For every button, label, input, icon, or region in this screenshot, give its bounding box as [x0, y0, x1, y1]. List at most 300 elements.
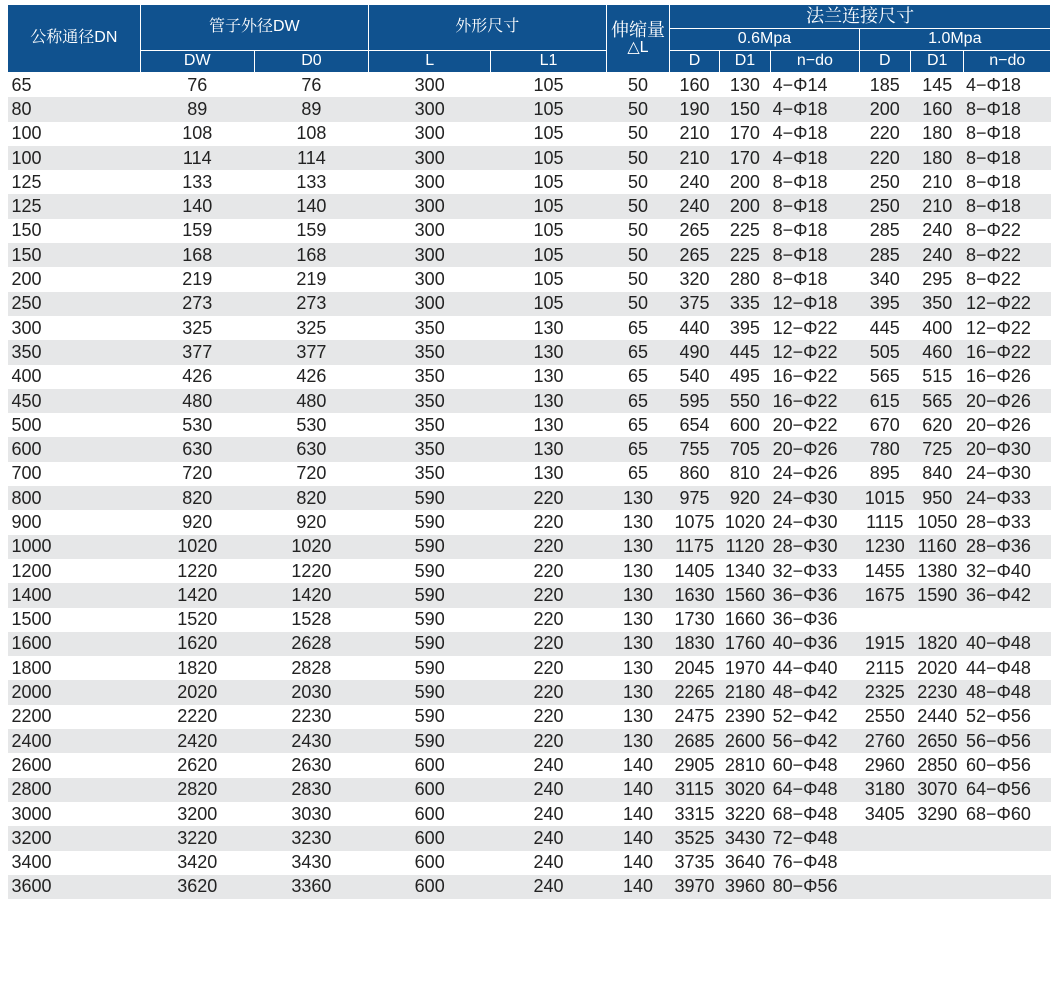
cell-dn: 1000 [8, 535, 141, 559]
cell-d0: 273 [254, 292, 368, 316]
cell-l1: 220 [533, 511, 564, 532]
cell-d0: 630 [254, 437, 368, 461]
table-row [8, 486, 1051, 510]
cell-dn: 2200 [11, 706, 52, 727]
cell-expansion: 130 [606, 680, 670, 704]
cell-ndo-10: 8−Φ18 [965, 171, 1021, 192]
table-row [8, 802, 1051, 826]
cell-d-06: 1830 [670, 632, 719, 656]
cell-expansion: 140 [606, 826, 670, 850]
cell-ndo-06: 64−Φ48 [771, 778, 859, 802]
cell-d1-10: 240 [922, 220, 953, 241]
header-pressure-10: 1.0Mpa [859, 29, 1050, 51]
table-row [8, 729, 1051, 753]
cell-d-10: 2550 [864, 706, 905, 727]
cell-ndo-10: 40−Φ48 [964, 632, 1051, 656]
table-row [8, 510, 1051, 534]
cell-ndo-06: 56−Φ42 [771, 729, 859, 753]
cell-d-06: 440 [679, 317, 710, 338]
cell-dw: 3620 [140, 875, 254, 899]
cell-l1: 105 [533, 269, 564, 290]
cell-d-06: 3970 [670, 875, 719, 899]
cell-d1-06: 395 [729, 317, 760, 338]
cell-d-10: 1230 [859, 535, 910, 559]
cell-dn: 1500 [11, 609, 52, 630]
cell-l1: 105 [533, 74, 564, 95]
cell-d-06: 860 [679, 463, 710, 484]
cell-ndo-06: 8−Φ18 [772, 220, 828, 241]
cell-d0: 480 [254, 389, 368, 413]
cell-d1-10: 620 [922, 414, 953, 435]
cell-ndo-10 [964, 826, 1051, 850]
cell-d-06: 490 [670, 340, 719, 364]
cell-d-10: 1675 [859, 583, 910, 607]
cell-d-10 [859, 608, 910, 632]
table-body [8, 73, 1051, 900]
cell-ndo-06: 12−Φ22 [772, 317, 838, 338]
cell-ndo-06: 68−Φ48 [772, 803, 838, 824]
header-l: L [369, 51, 491, 73]
cell-dw: 159 [182, 220, 213, 241]
cell-l: 300 [414, 269, 445, 290]
cell-l1: 105 [491, 97, 606, 121]
cell-dn: 1400 [8, 583, 141, 607]
cell-expansion: 140 [622, 754, 653, 775]
cell-dw: 273 [140, 292, 254, 316]
cell-d1-10 [911, 875, 964, 899]
cell-ndo-10: 56−Φ56 [964, 729, 1051, 753]
cell-l1: 130 [491, 389, 606, 413]
table-header [8, 5, 1051, 73]
cell-d-06: 375 [670, 292, 719, 316]
cell-d1-06: 170 [729, 123, 760, 144]
dimension-table [7, 4, 1051, 899]
cell-ndo-06: 4−Φ14 [772, 74, 828, 95]
cell-d-06: 210 [670, 146, 719, 170]
table-row [8, 632, 1051, 656]
cell-d1-10: 1590 [911, 583, 964, 607]
cell-dn: 100 [11, 123, 42, 144]
cell-l1: 220 [491, 680, 606, 704]
cell-l1: 220 [533, 706, 564, 727]
cell-l: 590 [369, 632, 491, 656]
header-d1-06: D1 [719, 51, 770, 73]
cell-d1-06: 1660 [724, 609, 765, 630]
header-l1: L1 [491, 51, 606, 73]
cell-d0: 920 [296, 511, 327, 532]
cell-d-06: 3315 [674, 803, 715, 824]
cell-d0: 2430 [254, 729, 368, 753]
cell-dn: 2800 [8, 778, 141, 802]
cell-d-06: 540 [679, 366, 710, 387]
cell-d1-10: 1380 [917, 560, 958, 581]
cell-d1-06: 2810 [724, 754, 765, 775]
cell-expansion: 50 [606, 292, 670, 316]
cell-d1-06: 335 [719, 292, 770, 316]
cell-ndo-10: 36−Φ42 [964, 583, 1051, 607]
header-expansion [606, 5, 670, 73]
cell-ndo-10: 16−Φ22 [964, 340, 1051, 364]
cell-d1-10: 1820 [911, 632, 964, 656]
table-row [8, 267, 1051, 291]
cell-expansion: 50 [606, 243, 670, 267]
cell-ndo-06: 4−Φ18 [771, 97, 859, 121]
cell-l: 300 [414, 171, 445, 192]
cell-d1-10 [911, 851, 964, 875]
cell-d-10: 285 [859, 243, 910, 267]
cell-l1: 130 [533, 463, 564, 484]
cell-ndo-10: 20−Φ26 [965, 414, 1031, 435]
cell-d-06: 265 [670, 243, 719, 267]
cell-dn: 125 [11, 171, 42, 192]
cell-d0: 2230 [291, 706, 332, 727]
cell-dn: 65 [11, 74, 32, 95]
cell-d-10: 200 [859, 97, 910, 121]
cell-ndo-06: 16−Φ22 [771, 389, 859, 413]
table-row [8, 583, 1051, 607]
cell-d-06: 265 [679, 220, 710, 241]
cell-d-10: 505 [859, 340, 910, 364]
cell-expansion: 140 [622, 852, 653, 873]
cell-dw: 377 [140, 340, 254, 364]
cell-expansion: 50 [627, 269, 648, 290]
cell-ndo-10 [964, 851, 1051, 875]
cell-expansion: 65 [606, 437, 670, 461]
cell-ndo-06: 28−Φ30 [771, 535, 859, 559]
cell-ndo-06: 76−Φ48 [772, 852, 838, 873]
cell-l: 350 [414, 414, 445, 435]
cell-d1-06: 200 [719, 194, 770, 218]
cell-d1-06: 280 [729, 269, 760, 290]
cell-d-10: 395 [859, 292, 910, 316]
cell-l1: 220 [491, 486, 606, 510]
cell-d1-06: 1020 [724, 511, 765, 532]
cell-d1-06: 3960 [719, 875, 770, 899]
cell-d0: 2830 [254, 778, 368, 802]
cell-dw: 133 [182, 171, 213, 192]
cell-ndo-06: 52−Φ42 [772, 706, 838, 727]
cell-d-06: 595 [670, 389, 719, 413]
cell-expansion: 65 [627, 366, 648, 387]
cell-l: 600 [369, 778, 491, 802]
cell-d1-06: 2180 [719, 680, 770, 704]
cell-d-06: 975 [670, 486, 719, 510]
cell-d0: 3030 [291, 803, 332, 824]
cell-l: 600 [414, 803, 445, 824]
cell-d0: 1528 [291, 609, 332, 630]
cell-d-06: 3735 [674, 852, 715, 873]
cell-d1-06: 1970 [724, 657, 765, 678]
cell-l1: 105 [491, 194, 606, 218]
cell-d1-10: 2850 [917, 754, 958, 775]
cell-d-06: 2265 [670, 680, 719, 704]
cell-l: 350 [369, 437, 491, 461]
cell-l: 350 [369, 340, 491, 364]
cell-d1-10: 180 [922, 123, 953, 144]
cell-ndo-06: 36−Φ36 [771, 583, 859, 607]
table-row [8, 778, 1051, 802]
cell-l1: 130 [491, 437, 606, 461]
cell-l1: 130 [533, 317, 564, 338]
cell-expansion: 130 [606, 729, 670, 753]
cell-l: 300 [369, 194, 491, 218]
cell-expansion: 65 [627, 463, 648, 484]
header-outline: 外形尺寸 [369, 5, 607, 51]
cell-expansion: 50 [627, 123, 648, 144]
cell-d-06: 240 [679, 171, 710, 192]
cell-l: 600 [369, 826, 491, 850]
cell-d0: 820 [254, 486, 368, 510]
table-row [8, 170, 1051, 194]
cell-dw: 630 [140, 437, 254, 461]
cell-d1-10: 515 [922, 366, 953, 387]
cell-l: 590 [414, 560, 445, 581]
cell-dw: 89 [140, 97, 254, 121]
cell-l: 590 [369, 680, 491, 704]
cell-d-10: 220 [869, 123, 900, 144]
cell-ndo-10: 12−Φ22 [964, 292, 1051, 316]
cell-ndo-10: 8−Φ22 [965, 269, 1021, 290]
cell-d-10 [859, 826, 910, 850]
cell-dn: 300 [11, 317, 42, 338]
cell-l: 590 [369, 729, 491, 753]
cell-d1-10: 950 [911, 486, 964, 510]
cell-d1-10: 210 [922, 171, 953, 192]
cell-d1-10: 3070 [911, 778, 964, 802]
cell-dw: 2420 [140, 729, 254, 753]
cell-l1: 105 [491, 243, 606, 267]
header-expansion-label: 伸缩量 [610, 19, 665, 40]
cell-d-06: 3115 [670, 778, 719, 802]
cell-expansion: 130 [622, 657, 653, 678]
cell-ndo-10: 8−Φ18 [964, 194, 1051, 218]
cell-expansion: 130 [606, 632, 670, 656]
cell-l: 600 [414, 852, 445, 873]
cell-d-06: 320 [679, 269, 710, 290]
cell-ndo-06: 20−Φ26 [771, 437, 859, 461]
cell-d-10: 2960 [864, 754, 905, 775]
table-row [8, 559, 1051, 583]
cell-d-10: 670 [869, 414, 900, 435]
cell-dn: 500 [11, 414, 42, 435]
cell-ndo-10: 8−Φ18 [965, 123, 1021, 144]
cell-dn: 3600 [8, 875, 141, 899]
cell-d0: 1220 [291, 560, 332, 581]
cell-ndo-06: 24−Φ30 [771, 486, 859, 510]
cell-d0: 3360 [254, 875, 368, 899]
cell-d-06: 2685 [670, 729, 719, 753]
cell-l1: 220 [491, 535, 606, 559]
cell-l1: 240 [491, 875, 606, 899]
cell-dw: 530 [182, 414, 213, 435]
cell-expansion: 50 [627, 171, 648, 192]
header-dn: 公称通径DN [8, 5, 141, 73]
cell-l1: 220 [533, 657, 564, 678]
cell-dn: 2000 [8, 680, 141, 704]
header-expansion-sub: △L [627, 38, 649, 56]
cell-d1-06: 130 [729, 74, 760, 95]
table-row [8, 219, 1051, 243]
cell-d-10: 565 [869, 366, 900, 387]
cell-d-10: 185 [869, 74, 900, 95]
cell-ndo-10: 20−Φ26 [964, 389, 1051, 413]
cell-d1-06: 810 [729, 463, 760, 484]
cell-l1: 240 [533, 803, 564, 824]
cell-l: 350 [414, 317, 445, 338]
cell-dn: 3200 [8, 826, 141, 850]
cell-d0: 325 [296, 317, 327, 338]
cell-d-06: 1075 [674, 511, 715, 532]
table-row [8, 122, 1051, 146]
cell-d1-10 [911, 826, 964, 850]
cell-ndo-06: 60−Φ48 [772, 754, 838, 775]
header-dw: DW [140, 51, 254, 73]
cell-d-06: 210 [679, 123, 710, 144]
cell-d1-06: 2600 [719, 729, 770, 753]
header-pressure-06: 0.6Mpa [670, 29, 859, 51]
cell-l1: 240 [533, 852, 564, 873]
cell-dw: 2820 [140, 778, 254, 802]
cell-expansion: 130 [622, 706, 653, 727]
cell-expansion: 65 [606, 389, 670, 413]
cell-d0: 76 [301, 74, 322, 95]
table-row [8, 194, 1051, 218]
cell-ndo-10 [964, 875, 1051, 899]
cell-ndo-10: 4−Φ18 [965, 74, 1021, 95]
cell-d0: 108 [296, 123, 327, 144]
cell-l: 350 [414, 366, 445, 387]
cell-d0: 2628 [254, 632, 368, 656]
cell-ndo-06: 72−Φ48 [771, 826, 859, 850]
cell-dw: 114 [140, 146, 254, 170]
cell-d-06: 160 [679, 74, 710, 95]
header-d0: D0 [254, 51, 368, 73]
cell-d1-10: 2020 [917, 657, 958, 678]
cell-expansion: 50 [606, 97, 670, 121]
cell-d1-06: 445 [719, 340, 770, 364]
cell-d1-06: 200 [729, 171, 760, 192]
cell-d0: 159 [296, 220, 327, 241]
cell-d1-10: 840 [922, 463, 953, 484]
cell-l: 350 [369, 389, 491, 413]
cell-l: 590 [369, 535, 491, 559]
cell-d-10: 2760 [859, 729, 910, 753]
cell-l1: 220 [533, 560, 564, 581]
cell-l1: 220 [533, 609, 564, 630]
cell-d1-06: 3430 [719, 826, 770, 850]
cell-expansion: 130 [606, 486, 670, 510]
cell-d-10: 220 [859, 146, 910, 170]
cell-ndo-10: 52−Φ56 [965, 706, 1031, 727]
cell-expansion: 50 [606, 146, 670, 170]
cell-l1: 220 [491, 729, 606, 753]
cell-d-10: 895 [869, 463, 900, 484]
cell-ndo-06: 8−Φ18 [771, 243, 859, 267]
cell-expansion: 130 [622, 560, 653, 581]
cell-ndo-06: 24−Φ26 [772, 463, 838, 484]
cell-d-06: 1175 [670, 535, 719, 559]
header-d-10: D [859, 51, 910, 73]
cell-d1-06: 170 [719, 146, 770, 170]
cell-d1-10: 2230 [911, 680, 964, 704]
cell-d1-06: 705 [719, 437, 770, 461]
cell-ndo-10: 48−Φ48 [964, 680, 1051, 704]
cell-d-06: 3525 [670, 826, 719, 850]
cell-l1: 130 [533, 366, 564, 387]
cell-d1-10: 460 [911, 340, 964, 364]
cell-d-10: 2325 [859, 680, 910, 704]
cell-dw: 3220 [140, 826, 254, 850]
cell-ndo-10: 24−Φ30 [965, 463, 1031, 484]
cell-dw: 3420 [177, 852, 218, 873]
cell-d-10: 1455 [864, 560, 905, 581]
cell-ndo-06: 24−Φ30 [772, 511, 838, 532]
cell-d-06: 190 [670, 97, 719, 121]
cell-l1: 220 [491, 632, 606, 656]
header-flange: 法兰连接尺寸 [670, 5, 1051, 29]
cell-dn: 450 [8, 389, 141, 413]
cell-dn: 1800 [11, 657, 52, 678]
cell-expansion: 50 [627, 74, 648, 95]
cell-ndo-06: 32−Φ33 [772, 560, 838, 581]
cell-d1-10: 3290 [917, 803, 958, 824]
cell-expansion: 65 [627, 414, 648, 435]
table-row [8, 753, 1051, 777]
cell-dn: 100 [8, 146, 141, 170]
cell-ndo-06: 44−Φ40 [772, 657, 838, 678]
cell-d0: 720 [296, 463, 327, 484]
cell-ndo-06: 8−Φ18 [772, 269, 828, 290]
cell-dw: 426 [182, 366, 213, 387]
table-row [8, 146, 1051, 170]
cell-ndo-06: 40−Φ36 [771, 632, 859, 656]
cell-dn: 800 [8, 486, 141, 510]
cell-d1-06: 1340 [724, 560, 765, 581]
table-row [8, 535, 1051, 559]
cell-d0: 1020 [254, 535, 368, 559]
cell-d1-10: 1160 [911, 535, 964, 559]
cell-l: 590 [369, 583, 491, 607]
cell-d0: 3430 [291, 852, 332, 873]
cell-d1-06: 1120 [719, 535, 770, 559]
cell-d-06: 1730 [674, 609, 715, 630]
cell-ndo-10: 28−Φ36 [964, 535, 1051, 559]
cell-ndo-10: 28−Φ33 [965, 511, 1031, 532]
cell-dn: 3000 [11, 803, 52, 824]
cell-ndo-10: 8−Φ22 [964, 243, 1051, 267]
table-row [8, 413, 1051, 437]
table-row [8, 826, 1051, 850]
cell-l: 350 [414, 463, 445, 484]
cell-d-10: 615 [859, 389, 910, 413]
cell-d1-10: 725 [911, 437, 964, 461]
cell-ndo-10: 60−Φ56 [965, 754, 1031, 775]
cell-l: 300 [369, 97, 491, 121]
cell-dw: 1820 [177, 657, 218, 678]
cell-expansion: 140 [606, 875, 670, 899]
cell-l: 600 [369, 875, 491, 899]
cell-dw: 2020 [140, 680, 254, 704]
cell-d0: 377 [254, 340, 368, 364]
cell-dn: 900 [11, 511, 42, 532]
cell-d1-10: 160 [911, 97, 964, 121]
cell-d1-06: 3640 [724, 852, 765, 873]
cell-d1-06: 1760 [719, 632, 770, 656]
cell-expansion: 140 [622, 803, 653, 824]
cell-d-06: 2475 [674, 706, 715, 727]
cell-l1: 240 [491, 826, 606, 850]
cell-d1-10: 295 [922, 269, 953, 290]
